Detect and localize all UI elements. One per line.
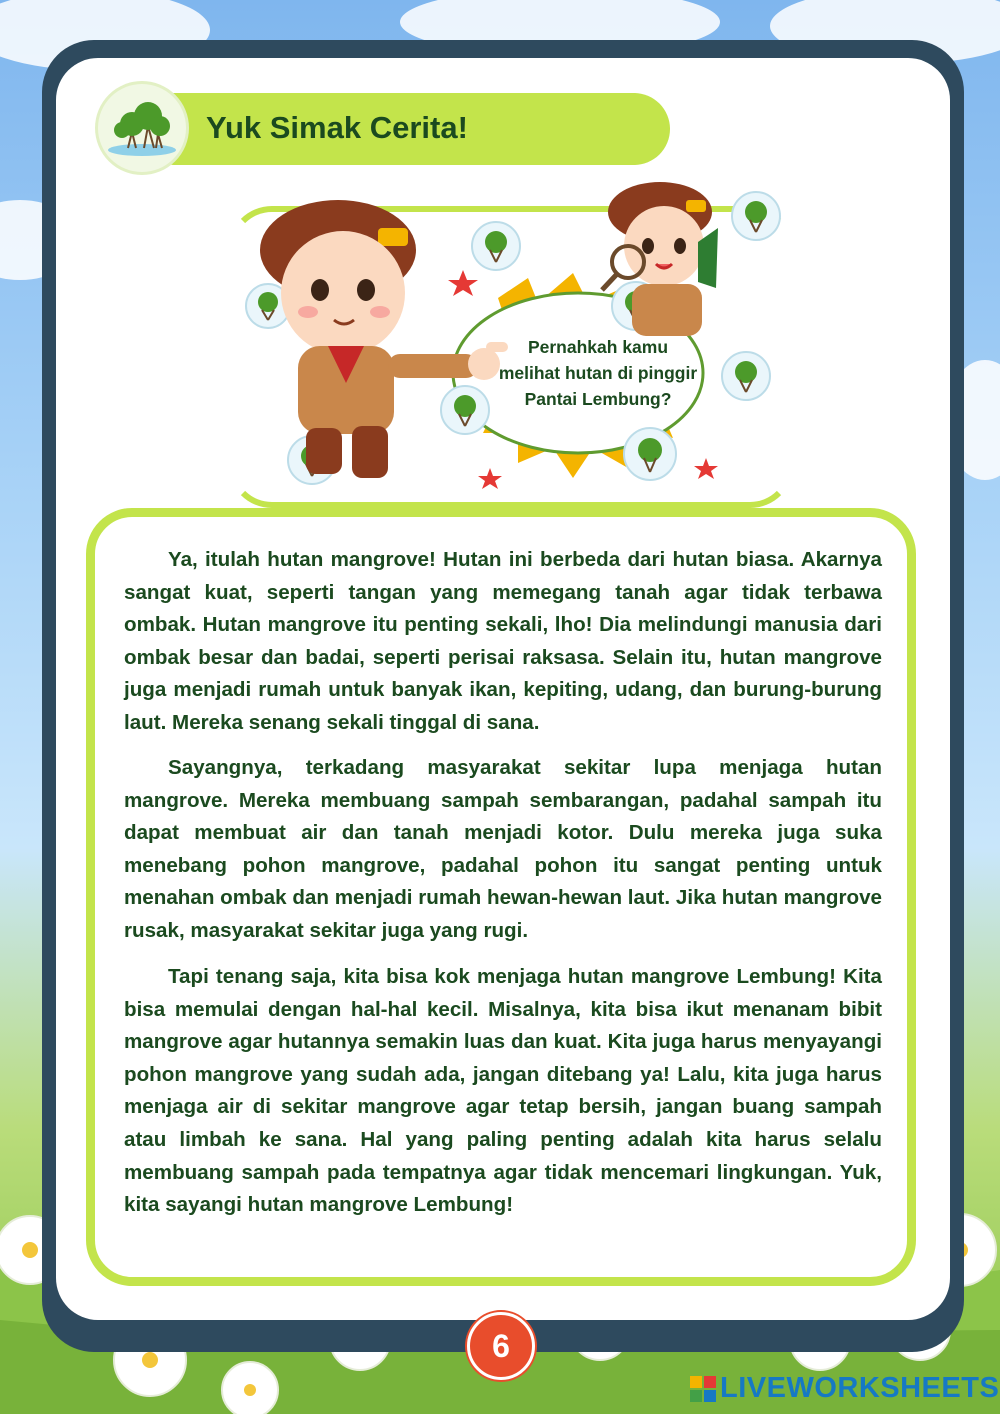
paragraph-text: Ya, itulah hutan mangrove! Hutan ini berbeda dari hutan biasa. Akarnya sangat kuat, seperti tangan yang memegang tanah agar tidak terbawa ombak. Hutan mangrove itu penting sekali, lho! Dia melindungi manusia dari ombak besar dan badai, seperti perisai raksasa. Selain itu, hutan mangrove juga menjadi rumah untuk banyak ikan, kepiting, udang, dan burung-burung laut. Mereka senang sekali tinggal di sana. — [124, 548, 882, 734]
story-paragraph-1 — [124, 544, 882, 740]
story-paragraph-2 — [124, 752, 882, 948]
mangrove-tree-icon — [98, 84, 186, 172]
paragraph-text: Sayangnya, terkadang masyarakat sekitar lupa menjaga hutan mangrove. Mereka membuang sampah sembarangan, padahal sampah itu dapat membuat air dan tanah menjadi kotor. Dulu mereka juga suka menebang pohon mangrove, padahal pohon itu sangat penting untuk menahan ombak dan menjadi rumah hewan-hewan laut. Jika hutan mangrove rusak, masyarakat sekitar juga yang rugi. — [124, 756, 882, 942]
speech-line: melihat hutan di pinggir — [498, 363, 698, 383]
speech-bubble-text — [478, 334, 718, 412]
speech-line: Pernahkah kamu — [527, 337, 669, 357]
speech-line: Pantai Lembung? — [524, 389, 672, 409]
liveworksheets-icon — [690, 1376, 716, 1402]
page-number-badge: 6 — [467, 1312, 535, 1380]
paragraph-text: Tapi tenang saja, kita bisa kok menjaga hutan mangrove Lembung! Kita bisa memulai dengan hal-hal kecil. Misalnya, kita bisa ikut menanam bibit mangrove agar hutannya semakin luas dan kuat. Kita juga harus menyayangi pohon mangrove yang sudah ada, jangan ditebang ya! Lalu, kita juga harus menjaga air di sekitar mangrove agar tetap bersih, jangan buang sampah atau limbah ke sana. Hal yang paling penting adalah kita harus selalu membuang sampah pada tempatnya agar tidak mencemari lingkungan. Yuk, kita sayangi hutan mangrove Lembung! — [124, 965, 882, 1217]
liveworksheets-logo[interactable] — [690, 1372, 1000, 1406]
page-title: Yuk Simak Cerita! — [206, 110, 468, 145]
brand-name: LIVEWORKSHEETS — [720, 1372, 1000, 1404]
story-paragraph-3 — [124, 961, 882, 1222]
